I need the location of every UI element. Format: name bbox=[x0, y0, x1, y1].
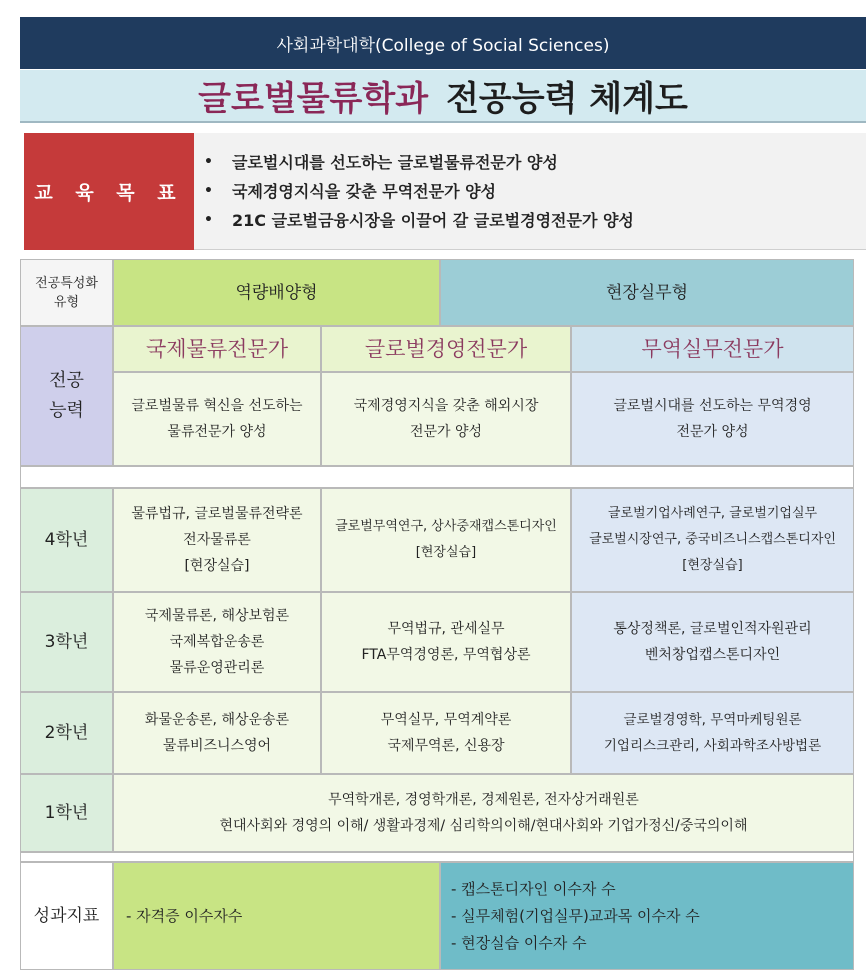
bullet-icon: • bbox=[204, 211, 213, 228]
grade-3-management bbox=[321, 592, 571, 692]
course-line: 벤처창업캡스톤디자인 bbox=[644, 647, 781, 663]
competency-title-text: 무역실무전문가 bbox=[641, 337, 784, 361]
track-capacity bbox=[113, 259, 440, 326]
goal-text: 글로벌시대를 선도하는 글로벌물류전문가 양성 bbox=[232, 153, 558, 172]
competency-title-text: 글로벌경영전문가 bbox=[364, 337, 528, 361]
course-line: 물류비즈니스영어 bbox=[162, 738, 272, 754]
grade-label-text: 1학년 bbox=[44, 803, 89, 823]
course-line: 통상정책론, 글로벌인적자원관리 bbox=[613, 621, 812, 637]
grade-label-text: 3학년 bbox=[44, 632, 89, 652]
row-spacer bbox=[20, 466, 854, 488]
course-line: 기업리스크관리, 사회과학조사방법론 bbox=[603, 738, 822, 754]
competency-desc-line: 국제경영지식을 갖춘 해외시장 bbox=[353, 398, 539, 414]
competency-desc-trade bbox=[571, 372, 854, 466]
performance-field bbox=[440, 862, 854, 970]
course-line: 물류운영관리론 bbox=[169, 660, 265, 676]
competency-desc-line: 전문가 양성 bbox=[409, 424, 483, 440]
department-name: 글로벌물류학과 bbox=[198, 79, 429, 119]
course-line: 글로벌기업사례연구, 글로벌기업실무 bbox=[607, 506, 818, 521]
title-suffix: 전공능력 체계도 bbox=[446, 79, 688, 119]
goal-text: 국제경영지식을 갖춘 무역전문가 양성 bbox=[232, 182, 497, 201]
competency-label-line: 능력 bbox=[49, 400, 84, 421]
competency-title-management bbox=[321, 326, 571, 372]
competency-title-text: 국제물류전문가 bbox=[145, 337, 288, 361]
grade-3-logistics bbox=[113, 592, 321, 692]
track-field bbox=[440, 259, 854, 326]
competency-desc-management bbox=[321, 372, 571, 466]
grade-1-courses bbox=[113, 774, 854, 852]
grade-4-logistics bbox=[113, 488, 321, 592]
competency-desc-logistics bbox=[113, 372, 321, 466]
track-capacity-label: 역량배양형 bbox=[235, 282, 318, 303]
specialization-label bbox=[20, 259, 113, 326]
course-line: 무역법규, 관세실무 bbox=[387, 621, 505, 637]
performance-label bbox=[20, 862, 113, 970]
college-name: 사회과학대학(College of Social Sciences) bbox=[276, 35, 610, 56]
performance-item: - 캡스톤디자인 이수자 수 bbox=[451, 879, 616, 898]
course-line: 국제복합운송론 bbox=[169, 634, 265, 650]
grade-2-management bbox=[321, 692, 571, 774]
competency-label-line: 전공 bbox=[49, 370, 84, 391]
course-line: 국제무역론, 신용장 bbox=[387, 738, 505, 754]
course-line: 현대사회와 경영의 이해/ 생활과경제/ 심리학의이해/현대사회와 기업가정신/중국의이해 bbox=[219, 818, 748, 834]
track-field-label: 현장실무형 bbox=[605, 282, 689, 303]
grade-2-trade bbox=[571, 692, 854, 774]
goals-label-text: 교 육 목 표 bbox=[34, 182, 184, 204]
goals-label bbox=[24, 133, 194, 250]
course-line: 무역실무, 무역계약론 bbox=[380, 712, 512, 728]
course-line: [현장실습] bbox=[184, 558, 250, 574]
row-spacer bbox=[20, 852, 854, 862]
grade-4-trade bbox=[571, 488, 854, 592]
grade-2-label bbox=[20, 692, 113, 774]
competency-desc-line: 글로벌시대를 선도하는 무역경영 bbox=[613, 398, 812, 414]
course-line: [현장실습] bbox=[415, 545, 477, 560]
competency-desc-line: 글로벌물류 혁신을 선도하는 bbox=[131, 398, 303, 414]
specialization-label-line: 전공특성화 bbox=[35, 275, 98, 291]
course-line: 국제물류론, 해상보험론 bbox=[144, 608, 290, 624]
competency-desc-line: 전문가 양성 bbox=[676, 424, 749, 440]
course-line: 화물운송론, 해상운송론 bbox=[144, 712, 290, 728]
grade-4-label bbox=[20, 488, 113, 592]
goal-text: 21C 글로벌금융시장을 이끌어 갈 글로벌경영전문가 양성 bbox=[232, 211, 634, 230]
bullet-icon: • bbox=[204, 153, 213, 170]
goal-item bbox=[204, 205, 866, 234]
goal-item bbox=[204, 147, 866, 176]
performance-label-text: 성과지표 bbox=[33, 906, 100, 926]
course-line: 글로벌경영학, 무역마케팅원론 bbox=[623, 712, 802, 728]
course-line: 글로벌시장연구, 중국비즈니스캡스톤디자인 bbox=[589, 532, 836, 547]
course-line: 전자물류론 bbox=[183, 532, 251, 548]
course-line: 물류법규, 글로벌물류전략론 bbox=[131, 506, 303, 522]
grade-1-label bbox=[20, 774, 113, 852]
grade-label-text: 4학년 bbox=[44, 530, 89, 550]
grade-label-text: 2학년 bbox=[44, 723, 89, 743]
goal-item bbox=[204, 176, 866, 205]
grade-2-logistics bbox=[113, 692, 321, 774]
page-title bbox=[20, 70, 866, 123]
competency-label bbox=[20, 326, 113, 466]
course-line: 무역학개론, 경영학개론, 경제원론, 전자상거래원론 bbox=[328, 792, 639, 808]
goals-list bbox=[194, 133, 866, 250]
college-banner bbox=[20, 17, 866, 69]
performance-item: - 실무체험(기업실무)교과목 이수자 수 bbox=[451, 906, 700, 925]
competency-title-logistics bbox=[113, 326, 321, 372]
competency-title-trade bbox=[571, 326, 854, 372]
grade-3-label bbox=[20, 592, 113, 692]
performance-capacity bbox=[113, 862, 440, 970]
specialization-label-line: 유형 bbox=[53, 294, 80, 310]
grade-4-management bbox=[321, 488, 571, 592]
bullet-icon: • bbox=[204, 182, 213, 199]
performance-item: - 현장실습 이수자 수 bbox=[451, 933, 587, 952]
course-line: 글로벌무역연구, 상사중재캡스톤디자인 bbox=[335, 519, 557, 534]
grade-3-trade bbox=[571, 592, 854, 692]
course-line: [현장실습] bbox=[682, 558, 743, 573]
course-line: FTA무역경영론, 무역협상론 bbox=[361, 647, 531, 663]
competency-desc-line: 물류전문가 양성 bbox=[167, 424, 267, 440]
performance-item: - 자격증 이수자수 bbox=[126, 907, 243, 925]
